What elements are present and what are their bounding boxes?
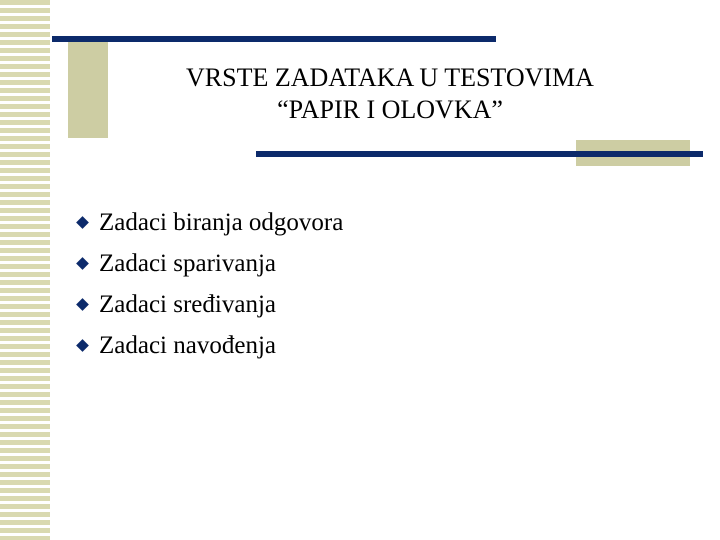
- slide-title-line-1: VRSTE ZADATAKA U TESTOVIMA: [186, 63, 594, 92]
- diamond-bullet-icon: [76, 298, 89, 311]
- slide-title: [110, 62, 670, 126]
- bullet-item: [76, 202, 343, 243]
- bullet-list: [76, 202, 343, 366]
- bullet-item: [76, 243, 343, 284]
- bullet-item: [76, 325, 343, 366]
- bullet-item: [76, 284, 343, 325]
- decorative-olive-block-top: [68, 40, 108, 138]
- slide-title-line-2: “PAPIR I OLOVKA”: [277, 95, 503, 124]
- decorative-navy-bar-bottom: [256, 151, 703, 157]
- diamond-bullet-icon: [76, 339, 89, 352]
- bullet-item-label: Zadaci navođenja: [99, 331, 276, 359]
- bullet-item-label: Zadaci sređivanja: [99, 290, 276, 318]
- bullet-item-label: Zadaci biranja odgovora: [99, 208, 344, 236]
- decorative-navy-bar-top: [52, 36, 496, 42]
- diamond-bullet-icon: [76, 257, 89, 270]
- diamond-bullet-icon: [76, 216, 89, 229]
- bullet-item-label: Zadaci sparivanja: [99, 249, 276, 277]
- decorative-striped-margin: [0, 0, 50, 540]
